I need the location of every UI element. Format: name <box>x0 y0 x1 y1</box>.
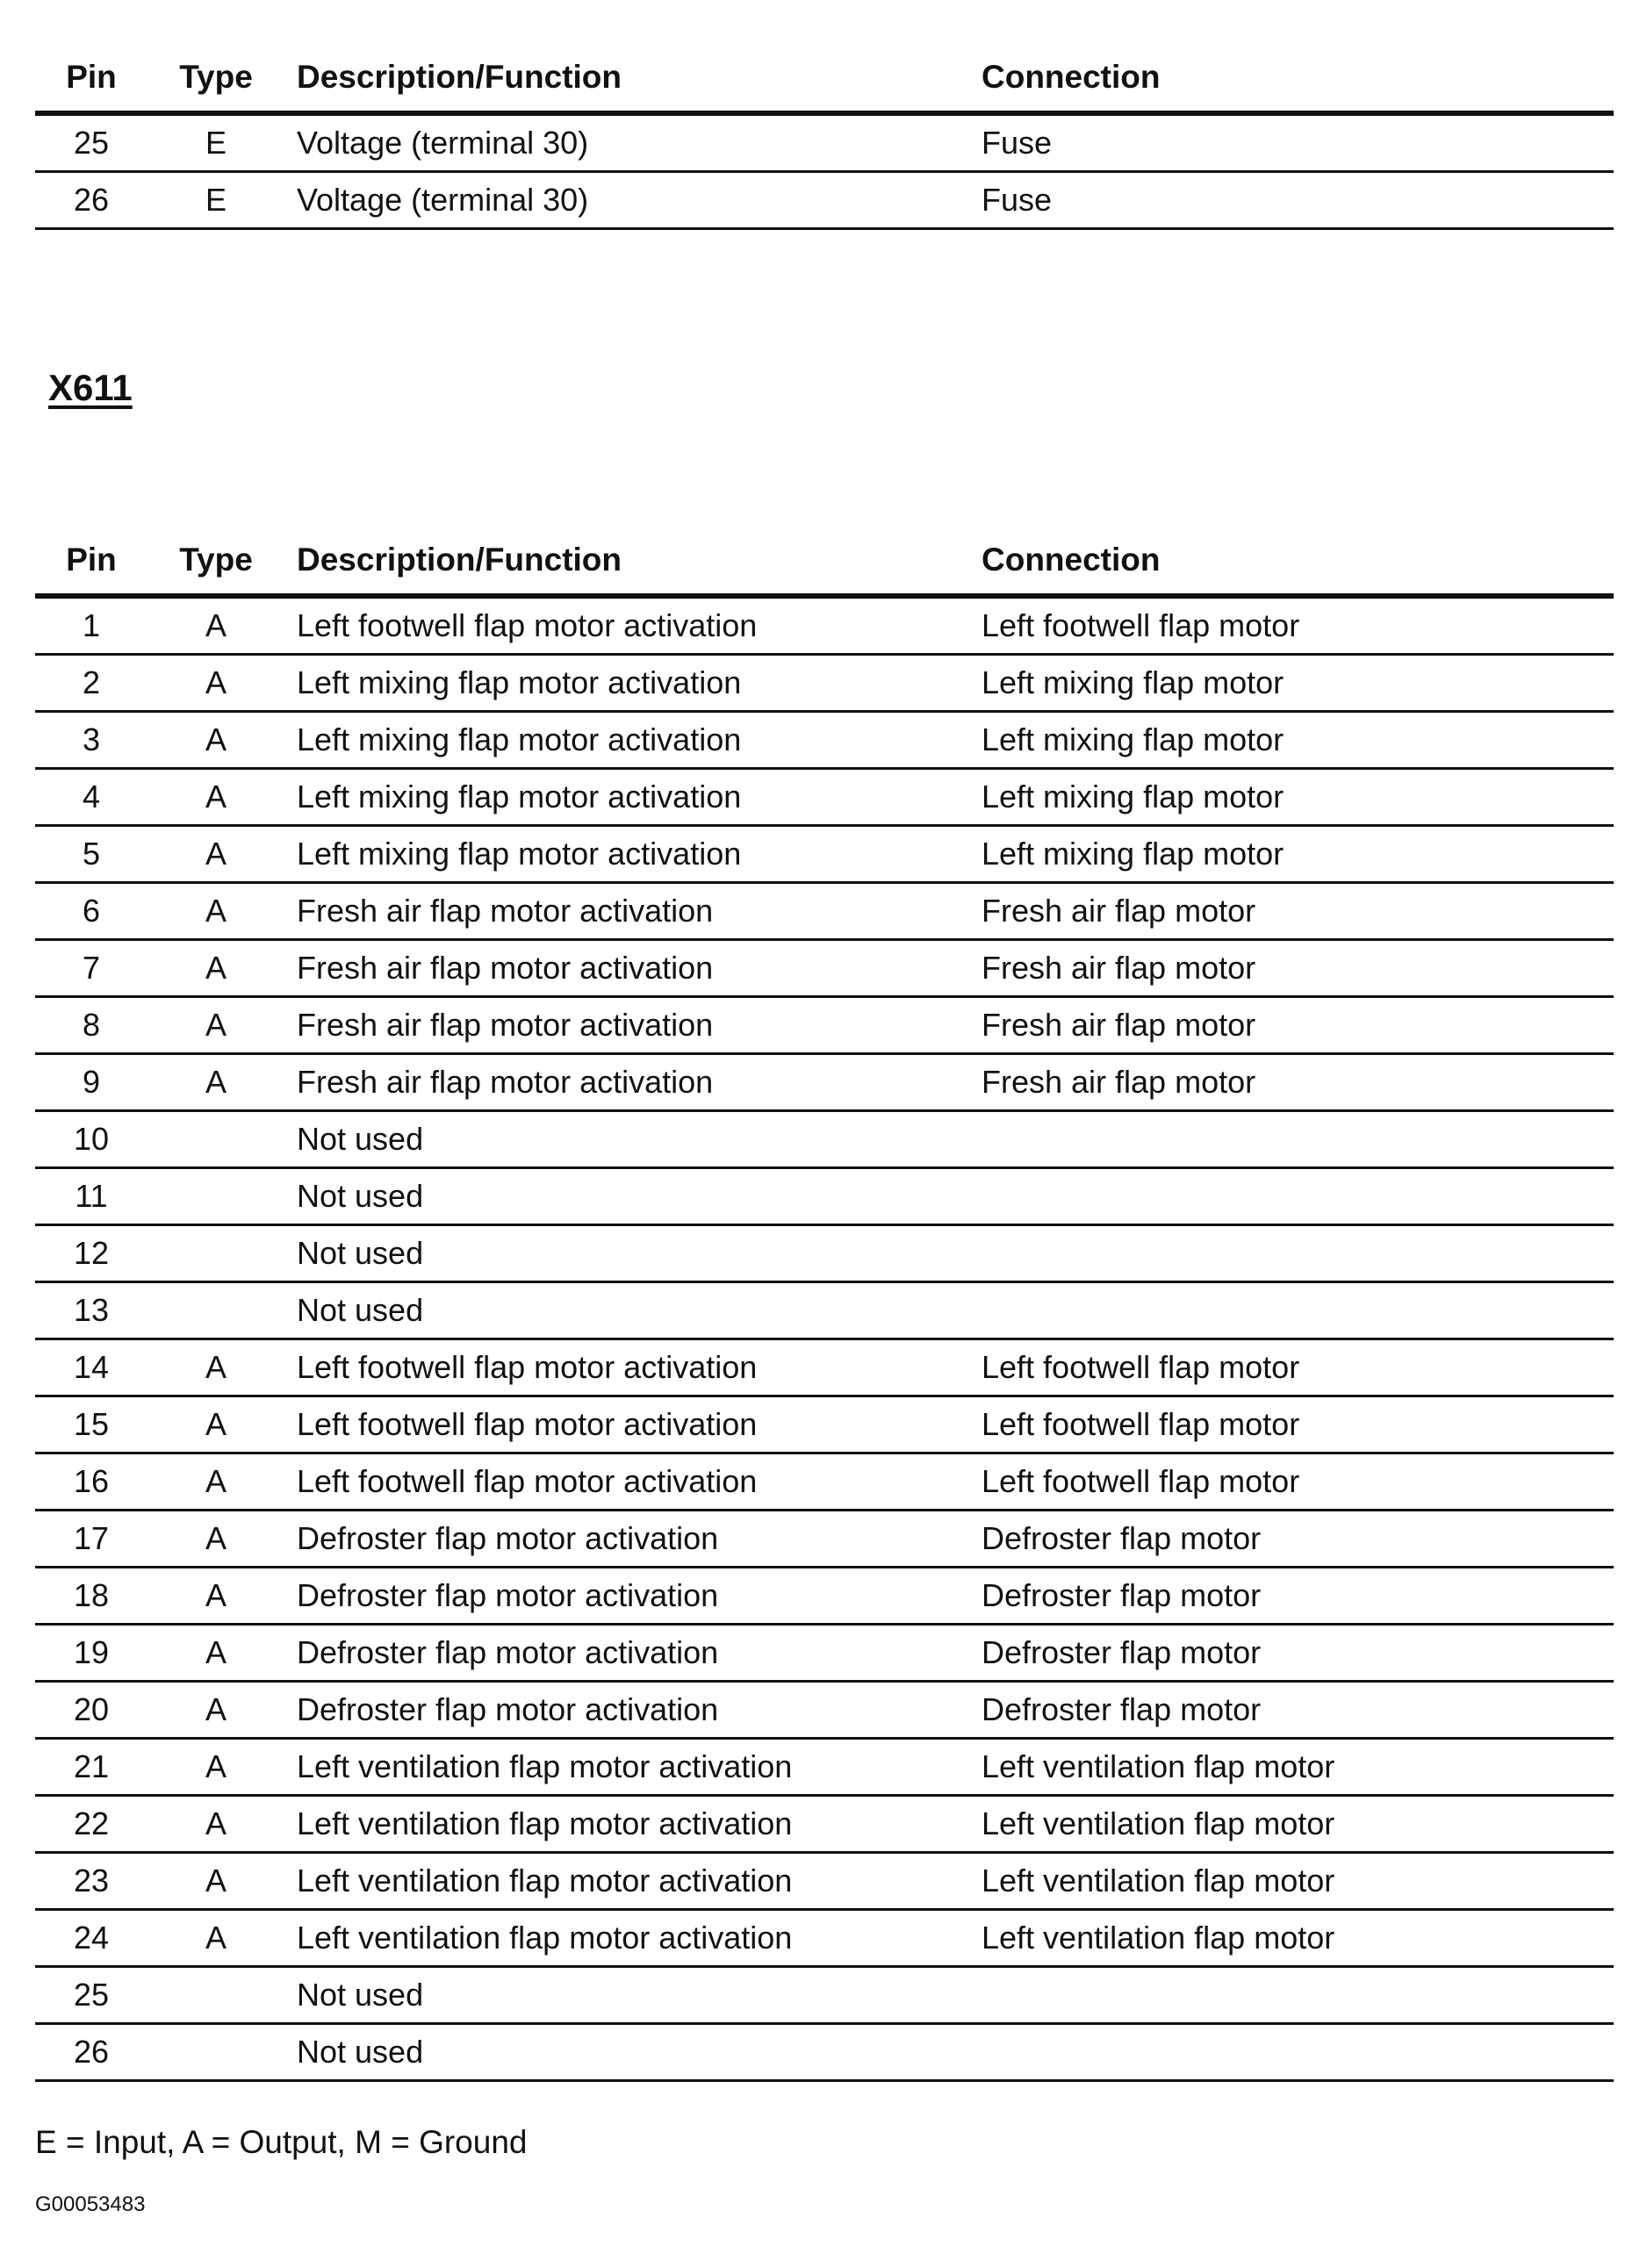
connection-cell: Left footwell flap motor <box>969 1396 1614 1453</box>
description-cell: Not used <box>284 1111 969 1168</box>
pin-table-continued <box>35 44 1614 230</box>
table-row <box>35 826 1614 883</box>
description-cell: Voltage (terminal 30) <box>284 113 969 172</box>
table-row <box>35 1796 1614 1853</box>
connection-cell: Left mixing flap motor <box>969 826 1614 883</box>
description-cell: Left footwell flap motor activation <box>284 596 969 655</box>
description-cell: Not used <box>284 2024 969 2081</box>
description-cell: Left mixing flap motor activation <box>284 769 969 826</box>
header-connection: Connection <box>969 44 1614 113</box>
table-row <box>35 1282 1614 1339</box>
connection-cell: Left footwell flap motor <box>969 596 1614 655</box>
type-cell: A <box>147 1796 284 1853</box>
connection-cell <box>969 1111 1614 1168</box>
connection-cell: Defroster flap motor <box>969 1625 1614 1682</box>
header-description: Description/Function <box>284 527 969 596</box>
type-cell: A <box>147 940 284 997</box>
connection-cell: Left ventilation flap motor <box>969 1853 1614 1910</box>
document-id: G00053483 <box>35 2193 146 2216</box>
header-pin: Pin <box>35 527 147 596</box>
table-row <box>35 172 1614 229</box>
pin-cell: 18 <box>35 1568 147 1625</box>
pin-cell: 26 <box>35 172 147 229</box>
table-row <box>35 1625 1614 1682</box>
connection-cell: Left ventilation flap motor <box>969 1739 1614 1796</box>
type-cell: A <box>147 1568 284 1625</box>
description-cell: Defroster flap motor activation <box>284 1682 969 1739</box>
connection-cell: Fuse <box>969 172 1614 229</box>
description-cell: Left mixing flap motor activation <box>284 712 969 769</box>
type-cell: A <box>147 883 284 940</box>
description-cell: Left footwell flap motor activation <box>284 1339 969 1396</box>
type-cell: A <box>147 1339 284 1396</box>
pin-cell: 13 <box>35 1282 147 1339</box>
type-cell: A <box>147 1396 284 1453</box>
table-row <box>35 1396 1614 1453</box>
pin-cell: 22 <box>35 1796 147 1853</box>
type-legend: E = Input, A = Output, M = Ground <box>35 2124 528 2160</box>
pin-cell: 17 <box>35 1511 147 1568</box>
table-row <box>35 2024 1614 2081</box>
type-cell: E <box>147 172 284 229</box>
header-connection: Connection <box>969 527 1614 596</box>
table-row <box>35 769 1614 826</box>
connection-cell: Defroster flap motor <box>969 1682 1614 1739</box>
table-row <box>35 1453 1614 1511</box>
pin-cell: 15 <box>35 1396 147 1453</box>
type-cell: A <box>147 1054 284 1111</box>
connection-cell: Defroster flap motor <box>969 1568 1614 1625</box>
type-cell <box>147 2024 284 2081</box>
pin-cell: 5 <box>35 826 147 883</box>
type-cell: A <box>147 1739 284 1796</box>
pin-cell: 4 <box>35 769 147 826</box>
type-cell <box>147 1168 284 1225</box>
table-row <box>35 1339 1614 1396</box>
table-row <box>35 596 1614 655</box>
table-row <box>35 1111 1614 1168</box>
table-row <box>35 712 1614 769</box>
description-cell: Fresh air flap motor activation <box>284 1054 969 1111</box>
type-cell: A <box>147 997 284 1054</box>
type-cell: A <box>147 769 284 826</box>
table-row <box>35 1967 1614 2024</box>
header-description: Description/Function <box>284 44 969 113</box>
description-cell: Left mixing flap motor activation <box>284 655 969 712</box>
pin-cell: 10 <box>35 1111 147 1168</box>
connection-cell: Left mixing flap motor <box>969 712 1614 769</box>
connection-cell: Left footwell flap motor <box>969 1453 1614 1511</box>
pin-cell: 16 <box>35 1453 147 1511</box>
pin-cell: 8 <box>35 997 147 1054</box>
type-cell: A <box>147 1625 284 1682</box>
table-row <box>35 1054 1614 1111</box>
table-row <box>35 655 1614 712</box>
description-cell: Left ventilation flap motor activation <box>284 1910 969 1967</box>
type-cell <box>147 1282 284 1339</box>
connection-cell: Left mixing flap motor <box>969 655 1614 712</box>
type-cell <box>147 1967 284 2024</box>
description-cell: Left mixing flap motor activation <box>284 826 969 883</box>
table-body <box>35 596 1614 2081</box>
pin-table-x611 <box>35 527 1614 2082</box>
header-pin: Pin <box>35 44 147 113</box>
type-cell <box>147 1225 284 1282</box>
description-cell: Fresh air flap motor activation <box>284 883 969 940</box>
connection-cell: Fresh air flap motor <box>969 1054 1614 1111</box>
type-cell: A <box>147 596 284 655</box>
table-row <box>35 997 1614 1054</box>
pin-cell: 6 <box>35 883 147 940</box>
pin-cell: 11 <box>35 1168 147 1225</box>
header-type: Type <box>147 527 284 596</box>
connection-cell: Fresh air flap motor <box>969 997 1614 1054</box>
pin-cell: 3 <box>35 712 147 769</box>
description-cell: Fresh air flap motor activation <box>284 940 969 997</box>
description-cell: Fresh air flap motor activation <box>284 997 969 1054</box>
connection-cell: Fresh air flap motor <box>969 883 1614 940</box>
description-cell: Defroster flap motor activation <box>284 1511 969 1568</box>
table-row <box>35 1682 1614 1739</box>
pin-cell: 23 <box>35 1853 147 1910</box>
pin-cell: 1 <box>35 596 147 655</box>
description-cell: Not used <box>284 1967 969 2024</box>
type-cell: A <box>147 1853 284 1910</box>
pin-cell: 20 <box>35 1682 147 1739</box>
pin-cell: 19 <box>35 1625 147 1682</box>
table-row <box>35 1168 1614 1225</box>
table-body <box>35 113 1614 229</box>
table-row <box>35 1511 1614 1568</box>
connection-cell: Left ventilation flap motor <box>969 1910 1614 1967</box>
pin-cell: 2 <box>35 655 147 712</box>
description-cell: Not used <box>284 1168 969 1225</box>
pin-cell: 24 <box>35 1910 147 1967</box>
table-row <box>35 1739 1614 1796</box>
connection-cell <box>969 1225 1614 1282</box>
description-cell: Voltage (terminal 30) <box>284 172 969 229</box>
description-cell: Left ventilation flap motor activation <box>284 1796 969 1853</box>
description-cell: Defroster flap motor activation <box>284 1625 969 1682</box>
table-row <box>35 940 1614 997</box>
description-cell: Not used <box>284 1282 969 1339</box>
type-cell: A <box>147 1682 284 1739</box>
type-cell <box>147 1111 284 1168</box>
pin-cell: 12 <box>35 1225 147 1282</box>
table-row <box>35 1225 1614 1282</box>
table-row <box>35 1910 1614 1967</box>
pin-cell: 25 <box>35 113 147 172</box>
type-cell: A <box>147 826 284 883</box>
type-cell: A <box>147 1511 284 1568</box>
connection-cell <box>969 2024 1614 2081</box>
type-cell: A <box>147 1453 284 1511</box>
type-cell: A <box>147 1910 284 1967</box>
connection-cell <box>969 1967 1614 2024</box>
connection-cell: Defroster flap motor <box>969 1511 1614 1568</box>
description-cell: Defroster flap motor activation <box>284 1568 969 1625</box>
table-header-row <box>35 44 1614 113</box>
table-row <box>35 113 1614 172</box>
description-cell: Left ventilation flap motor activation <box>284 1739 969 1796</box>
table-row <box>35 1853 1614 1910</box>
description-cell: Not used <box>284 1225 969 1282</box>
connection-cell <box>969 1168 1614 1225</box>
description-cell: Left footwell flap motor activation <box>284 1396 969 1453</box>
pin-cell: 9 <box>35 1054 147 1111</box>
table-header-row <box>35 527 1614 596</box>
type-cell: A <box>147 712 284 769</box>
header-type: Type <box>147 44 284 113</box>
pin-cell: 14 <box>35 1339 147 1396</box>
pin-cell: 26 <box>35 2024 147 2081</box>
connection-cell: Left ventilation flap motor <box>969 1796 1614 1853</box>
table-row <box>35 1568 1614 1625</box>
description-cell: Left ventilation flap motor activation <box>284 1853 969 1910</box>
connector-title: X611 <box>48 367 133 408</box>
table-row <box>35 883 1614 940</box>
connection-cell: Fuse <box>969 113 1614 172</box>
type-cell: E <box>147 113 284 172</box>
pin-cell: 21 <box>35 1739 147 1796</box>
pin-cell: 25 <box>35 1967 147 2024</box>
connection-cell: Left mixing flap motor <box>969 769 1614 826</box>
description-cell: Left footwell flap motor activation <box>284 1453 969 1511</box>
connection-cell: Left footwell flap motor <box>969 1339 1614 1396</box>
connection-cell: Fresh air flap motor <box>969 940 1614 997</box>
type-cell: A <box>147 655 284 712</box>
connection-cell <box>969 1282 1614 1339</box>
pin-cell: 7 <box>35 940 147 997</box>
